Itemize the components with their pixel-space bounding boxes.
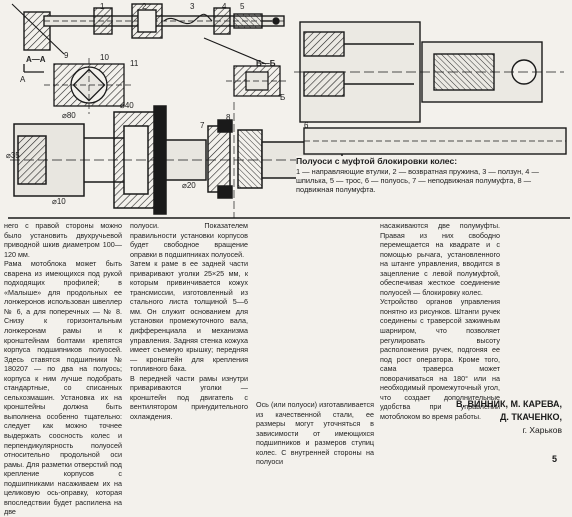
- dim-d40: ⌀40: [120, 101, 134, 110]
- article-column-3: [256, 400, 374, 467]
- column-2-text: полуоси. Показателем правильности установки корпусов будет свободное вращение оправки в подшипниках полуосей. Затем к раме в ее задней части приваривают уголки 25×25 мм, к которым привинчивается кожух трансмиссии, изготовленный из стального листа толщиной 5—6 мм. Он служит основанием для установки промежуточного вала, дифференциала и механизма управления. Задняя стенка кожуха имеет съемную крышку; передняя — кронштейн для крепления топливного бака. В передней части рамы изнутри привариваются уголки — кронштейн под двигатель с вентилятором принудительного охлаждения.: [130, 221, 248, 421]
- mark-b: Б: [280, 93, 286, 102]
- section-bb-label: Б—Б: [256, 59, 276, 68]
- callout-4: 4: [222, 2, 227, 11]
- author-names-line-1: В. ВИННИК, М. КАРЕВА,: [456, 399, 562, 409]
- dim-d10: ⌀10: [52, 197, 66, 206]
- callout-2: 2: [142, 2, 147, 11]
- dim-d80: ⌀80: [62, 111, 76, 120]
- callout-11: 11: [130, 59, 139, 68]
- callout-3: 3: [190, 2, 195, 11]
- caption-title: Полуоси с муфтой блокировки колес:: [296, 156, 458, 166]
- callout-9: 9: [64, 51, 69, 60]
- article-column-4: [380, 221, 500, 421]
- callout-6: 6: [304, 121, 309, 130]
- section-bb: [226, 66, 288, 96]
- caption-text: 1 — направляющие втулки, 2 — возвратная пружина, 3 — ползун, 4 — шпилька, 5 — трос, 6 — полуось, 7 — неподвижная полумуфта, 8 — подвижная полумуфта.: [296, 167, 539, 195]
- column-1-text: него с правой стороны можно было установить двухручьевой приводной шкив диаметром 100—120 мм. Рама мотоблока может быть сварена из имеющихся под рукой подходящих профилей; в «Малыше» для продольных ее лонжеронов использован швеллер № 6, а для поперечных — № 8. Снизу к горизонтальным лонжеронам рамы и к кронштейнам болтами крепятся корпуса подшипников полуосей. Здесь ставятся подшипники № 180207 — по два на полуось; корпуса к ним лучше подобрать стандартные, со списанных сельхозмашин. Установка их на кронштейны должна быть выполнена особенно тщательно: следует как можно точнее выдержать соосность колес и перпендикулярность полуосей относительно продольной оси рамы. Для разметки отверстий под крепление корпусов с подшипниками насаживаем их на целиковую ось-оправку, которая впоследствии будет распилена на две: [4, 221, 122, 517]
- author-byline: [440, 398, 562, 437]
- dim-d35: ⌀35: [6, 151, 20, 160]
- article-column-2: [130, 221, 248, 421]
- author-city: г. Харьков: [522, 425, 562, 435]
- callout-1: 1: [100, 2, 105, 11]
- callout-5: 5: [240, 2, 245, 11]
- callout-10: 10: [100, 53, 109, 62]
- column-3-text: Ось (или полуоси) изготавливается из качественной стали, ее размеры могут уточняться в зависимости от имеющихся подшипников и размеров ступиц колес. С внутренней стороны на полуоси: [256, 400, 374, 467]
- dim-d20: ⌀20: [182, 181, 196, 190]
- figure-caption: [296, 156, 566, 195]
- article-column-1: [4, 221, 122, 517]
- mark-a: А: [20, 75, 26, 84]
- author-names-line-2: Д. ТКАЧЕНКО,: [499, 412, 562, 422]
- column-4-text: насаживаются две полумуфты. Правая из них свободно перемещается на квадрате и с помощью рычага, установленного на штанге управления, вводится в зацепление с левой полумуфтой, обеспечивая жесткое соединение полуосей — блокировку колес. Устройство органов управления понятно из рисунков. Штанги ручек соединены с траверсой зажимным шарниром, что позволяет регулировать высоту расположения ручек, подгоняя ее под рост оператора. Кроме того, сама траверса может поворачиваться на 180° или на необходимый промежуточный угол, что создает дополнительные удобства при управлении мотоблоком во время работы.: [380, 221, 500, 421]
- section-aa-label: А—А: [26, 55, 46, 64]
- right-upper-assembly: [294, 22, 566, 154]
- callout-8: 8: [226, 113, 231, 122]
- callout-7: 7: [200, 121, 205, 130]
- page-number: 5: [552, 454, 558, 464]
- guide-rod-assembly: [12, 4, 284, 64]
